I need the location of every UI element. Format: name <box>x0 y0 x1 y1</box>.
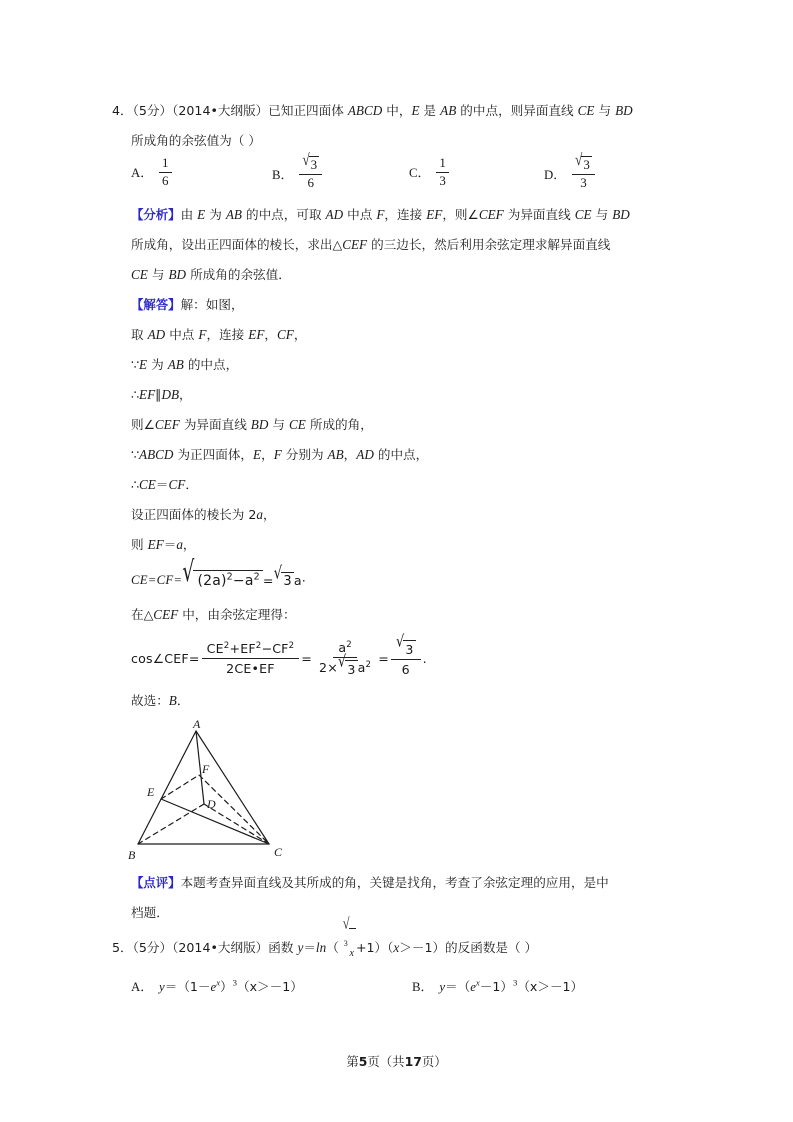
solution-text: ， <box>261 447 274 462</box>
sqrt-icon: √ 3 <box>302 149 318 172</box>
solution-line-4 <box>112 410 682 440</box>
var-y: y <box>159 980 165 994</box>
var-ab: AB <box>440 103 457 118</box>
label-e: E <box>147 785 155 799</box>
cos-den-3: 6 <box>401 661 410 677</box>
tetrahedron-svg <box>126 716 306 866</box>
because-icon: ∵ <box>131 447 140 462</box>
domain-text: （x＞－1） <box>237 979 303 994</box>
stem-text: 函数 <box>268 940 298 956</box>
sqrt-icon: √ 3 <box>395 632 414 657</box>
solution-text: 则∠ <box>131 417 155 432</box>
var-e: E <box>197 207 206 222</box>
formula-ce-root3: 3 <box>283 573 292 589</box>
choice-b-numerator <box>299 149 322 175</box>
choice-c-denominator: 3 <box>439 172 446 188</box>
label-a: A <box>193 717 201 731</box>
choice-d-fraction <box>572 149 595 190</box>
comment-text: 本题考查异面直线及其所成的角，关键是找角，考查了余弦定理的应用，是中 <box>180 875 609 890</box>
footer-mid: 页（共 <box>367 1054 405 1069</box>
analysis-tag: 【分析】 <box>131 207 181 222</box>
solution-text: 为异面直线 <box>179 417 251 432</box>
choice-c-fraction <box>436 156 449 188</box>
analysis-text: ，连接 <box>384 207 427 222</box>
cos-num-1 <box>202 641 300 659</box>
stem-text: 是 <box>419 103 441 118</box>
solution-text: ， <box>179 387 192 402</box>
cos-fraction-2 <box>314 640 376 677</box>
question4-choices <box>112 149 682 200</box>
stem-text: 与 <box>594 103 616 118</box>
choice-d[interactable] <box>544 149 595 190</box>
expr-open: （1－ <box>177 979 211 994</box>
choice-a-numerator: 1 <box>159 156 172 173</box>
choice-b-label: B． <box>272 168 294 183</box>
analysis-line-2 <box>112 230 682 260</box>
cos-fraction-1 <box>202 641 300 676</box>
var-cef: CEF <box>154 417 180 432</box>
analysis-text: 为 <box>205 207 226 222</box>
choice-a-denominator: 6 <box>162 172 169 188</box>
solution-tag: 【解答】 <box>131 297 181 312</box>
var-ce: CE <box>574 207 592 222</box>
question5-number: 5． <box>112 940 133 956</box>
exp-3: 3 <box>232 977 238 988</box>
formula-ce-cf <box>112 555 682 600</box>
solution-text: 取 <box>131 327 148 342</box>
var-ad: AD <box>356 447 374 462</box>
var-y: y <box>439 980 446 994</box>
sqrt-icon: √ $_x$ <box>343 928 356 970</box>
choice-d-denominator: 3 <box>580 174 587 190</box>
var-db: DB <box>161 387 180 402</box>
var-ef: EF <box>248 327 265 342</box>
analysis-line-1 <box>112 200 682 230</box>
equals-sign: ＝ <box>163 537 177 552</box>
solution-text: ． <box>185 477 198 492</box>
label-c: C <box>274 845 283 859</box>
var-ab: AB <box>225 207 242 222</box>
tetrahedron-figure <box>112 716 682 868</box>
exp: 2 <box>255 640 262 651</box>
solution-line-3 <box>112 380 682 410</box>
exp-x: x <box>216 977 221 988</box>
term-cf: −CF <box>261 640 289 656</box>
exp: 2 <box>288 640 295 651</box>
stem-text: 所成角的余弦值为（ ） <box>131 133 261 148</box>
solution-line-1 <box>112 320 682 350</box>
solution-text: 分别为 <box>281 447 328 462</box>
var-f: F <box>198 327 207 342</box>
ln-operator: ln <box>315 940 327 956</box>
solution-line-7 <box>112 500 682 530</box>
var-e: e <box>210 980 217 994</box>
analysis-text: 所成角，设出正四面体的棱长，求出△ <box>131 237 343 252</box>
solution-line-5 <box>112 440 682 470</box>
cos-eq-2: = <box>378 650 389 666</box>
radicand-part1: (2a) <box>197 573 227 589</box>
var-ef: EF <box>426 207 443 222</box>
term-ef: +EF <box>229 640 256 656</box>
num-root: 3 <box>405 641 414 657</box>
exp-x: x <box>475 977 480 988</box>
question4-stem-line2 <box>112 126 682 156</box>
var-x: x <box>349 948 354 959</box>
comment-line-2 <box>112 898 682 928</box>
var-x: x <box>393 940 400 956</box>
because-icon: ∵ <box>131 357 140 372</box>
footer-total-pages: 17 <box>404 1054 422 1069</box>
solution-text: ， <box>264 327 277 342</box>
var-f: F <box>376 207 385 222</box>
var-cf: CF <box>276 327 294 342</box>
analysis-text: 由 <box>180 207 198 222</box>
solution-text: 的中点， <box>373 447 429 462</box>
page-content <box>112 96 682 1004</box>
var-ce: CE <box>577 103 595 118</box>
var-bd: BD <box>615 103 633 118</box>
solution-text: 解：如图， <box>180 297 244 312</box>
var-ab: AB <box>167 357 184 372</box>
equals-sign: ＝ <box>164 979 178 994</box>
analysis-text: 所成角的余弦值． <box>186 267 291 282</box>
cos-eq-1: = <box>301 650 313 666</box>
solution-text: ，连接 <box>206 327 249 342</box>
var-ce: CE <box>289 417 306 432</box>
solution-text: 在△ <box>131 607 154 622</box>
q5-choice-a-label: A． <box>131 980 154 994</box>
solution-text: 故选： <box>131 693 169 708</box>
stem-text: 中， <box>382 103 412 118</box>
solution-line-0 <box>112 290 682 320</box>
label-b: B <box>128 848 136 862</box>
comment-line-1 <box>112 868 682 898</box>
equals-sign: ＝ <box>303 940 316 956</box>
den-root: 3 <box>347 661 356 677</box>
var-abcd: ABCD <box>347 103 383 118</box>
exp: 2 <box>365 659 372 670</box>
choice-d-label: D． <box>544 168 567 183</box>
exp-3: 3 <box>512 977 518 988</box>
parallel-icon: ∥ <box>155 387 162 402</box>
question4-stem-line1 <box>112 96 682 126</box>
analysis-text: 中点 <box>343 207 377 222</box>
choice-b-denominator: 6 <box>307 174 314 190</box>
choice-b-fraction <box>299 149 322 190</box>
cos-period: . <box>422 650 427 666</box>
equals-sign: ＝ <box>445 979 458 994</box>
question5-score: （5分） <box>132 940 173 956</box>
question4-source: （2014•大纲版） <box>172 103 269 118</box>
choice-d-numerator <box>572 149 595 175</box>
radicand-exp1: 2 <box>226 571 233 583</box>
var-abcd: ABCD <box>139 447 174 462</box>
solution-text: ． <box>176 693 190 708</box>
var-cef: CEF <box>342 237 368 252</box>
solution-line-2 <box>112 350 682 380</box>
comment-text: 档题． <box>131 905 169 920</box>
var-e: E <box>253 447 262 462</box>
var-cf: CF <box>168 477 186 492</box>
var-ce: CE <box>131 267 148 282</box>
q5-choice-b[interactable] <box>412 976 583 995</box>
footer-page-number: 5 <box>358 1054 368 1069</box>
solution-text: ， <box>182 537 196 552</box>
term-a: a <box>338 639 347 655</box>
comment-tag: 【点评】 <box>131 875 181 890</box>
footer-prefix: 第 <box>346 1054 359 1069</box>
sqrt-icon: √ 3 <box>338 652 356 677</box>
q5-choice-b-label: B． <box>412 980 434 994</box>
choice-a[interactable] <box>131 156 172 188</box>
root-index: 3 <box>343 939 348 948</box>
question4-score: （5分） <box>132 103 173 118</box>
page-footer <box>0 1052 793 1070</box>
choice-a-label: A． <box>131 166 154 181</box>
radicand-minus: −a <box>232 573 254 589</box>
analysis-text: 与 <box>591 207 613 222</box>
label-d: D <box>207 797 216 811</box>
stem-text: 的中点，则异面直线 <box>456 103 578 118</box>
expr-close: ） <box>220 979 233 994</box>
var-bd: BD <box>168 267 187 282</box>
label-f: F <box>202 762 210 776</box>
therefore-icon: ∴ <box>131 387 140 402</box>
solution-text: ， <box>262 507 276 522</box>
analysis-text: 的中点，可取 <box>241 207 326 222</box>
solution-text: 中点 <box>165 327 199 342</box>
cos-den-2 <box>314 652 376 677</box>
edge-ac <box>196 731 269 844</box>
solution-line-9 <box>112 600 682 630</box>
var-ad: AD <box>147 327 166 342</box>
sqrt-icon: √ 3 <box>575 149 590 172</box>
var-e: E <box>139 357 148 372</box>
formula-cos-lhs: cos∠CEF= <box>131 650 200 666</box>
solution-text: 所成的角， <box>305 417 373 432</box>
analysis-text: 的三边长，然后利用余弦定理求解异面直线 <box>367 237 611 252</box>
solution-line-6 <box>112 470 682 500</box>
choice-c[interactable] <box>409 156 449 188</box>
expr-open: （ <box>457 979 471 994</box>
solution-text: ， <box>343 447 357 462</box>
var-e: E <box>411 103 420 118</box>
formula-cosine <box>112 630 682 686</box>
exp: 2 <box>223 640 230 651</box>
stem-text: （ <box>326 940 339 956</box>
solution-text: 与 <box>268 417 289 432</box>
formula-ce-lhs: CE=CF= <box>131 572 183 587</box>
var-a: a <box>176 537 183 552</box>
q5-choice-b-expr <box>439 976 583 995</box>
choice-a-fraction <box>159 156 172 188</box>
question5-stem <box>112 914 682 970</box>
solution-text: 为正四面体， <box>173 447 254 462</box>
var-f: F <box>273 447 282 462</box>
analysis-line-3 <box>112 260 682 290</box>
sqrt-icon: √ $(2a)^2-a^2$ <box>182 570 263 590</box>
therefore-icon: ∴ <box>131 477 140 492</box>
solution-text: 设正四面体的棱长为 2 <box>131 507 257 522</box>
den-prefix: 2× <box>319 659 339 675</box>
var-ef: EF <box>147 537 164 552</box>
question4-number: 4． <box>112 103 133 118</box>
analysis-text: 与 <box>147 267 169 282</box>
choice-c-numerator: 1 <box>436 156 449 173</box>
term-ce: CE <box>206 640 224 656</box>
solution-line-8 <box>112 530 682 560</box>
expr-close: －1） <box>479 979 513 994</box>
var-cef: CEF <box>153 607 179 622</box>
answer-letter: B <box>168 693 177 708</box>
solution-text: 的中点， <box>183 357 239 372</box>
stem-text: ＞－1）的反函数是（ ） <box>399 940 538 956</box>
footer-suffix: 页） <box>421 1054 447 1069</box>
cos-den-1: 2CE•EF <box>226 660 275 676</box>
exp: 2 <box>346 639 352 650</box>
var-bd: BD <box>250 417 269 432</box>
analysis-text: ，则∠ <box>442 207 479 222</box>
solution-text: 中，由余弦定理得： <box>178 607 296 622</box>
cube-root-expression <box>339 914 356 970</box>
solution-text: 则 <box>131 537 148 552</box>
var-e: e <box>470 980 476 994</box>
solution-line-10 <box>112 686 682 716</box>
var-y: y <box>297 940 304 956</box>
radicand-exp2: 2 <box>253 571 260 583</box>
choice-b[interactable] <box>272 149 322 190</box>
cos-num-3 <box>391 632 421 660</box>
var-ce: CE <box>139 477 156 492</box>
q5-choice-a-expr <box>159 976 303 995</box>
sqrt-icon: √ 3 <box>273 563 292 589</box>
question5-choices <box>112 970 682 1004</box>
solution-text: 为 <box>147 357 168 372</box>
domain-text: （x＞－1） <box>517 979 584 994</box>
var-cef: CEF <box>478 207 504 222</box>
formula-ce-eq: = <box>262 572 274 588</box>
var-ad: AD <box>325 207 344 222</box>
stem-text: +1）（ <box>355 940 394 956</box>
var-bd: BD <box>612 207 630 222</box>
choice-c-label: C． <box>409 166 431 181</box>
formula-ce-tail: a· <box>293 572 306 588</box>
solution-text: ， <box>293 327 307 342</box>
equals-sign: ＝ <box>155 477 169 492</box>
question5-source: （2014•大纲版） <box>172 940 269 956</box>
var-a: a <box>256 507 263 522</box>
var-ab: AB <box>327 447 344 462</box>
cos-fraction-3 <box>391 632 421 677</box>
q5-choice-a[interactable] <box>131 976 303 995</box>
analysis-text: 为异面直线 <box>503 207 575 222</box>
stem-text: 已知正四面体 <box>268 103 348 118</box>
den-a: a <box>357 659 366 675</box>
var-ef: EF <box>139 387 156 402</box>
